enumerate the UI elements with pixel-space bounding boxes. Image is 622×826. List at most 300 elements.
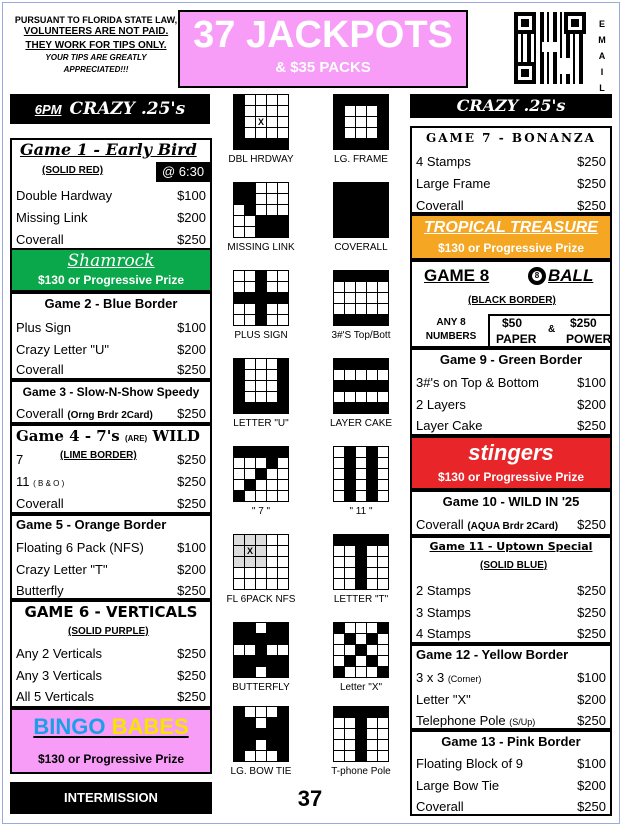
game-10-title: Game 10 - WILD IN '25: [442, 494, 580, 509]
prize-label: Double Hardway: [16, 187, 113, 203]
pattern-cell: [356, 370, 366, 380]
list-item: [412, 622, 610, 644]
pattern-cell: [256, 546, 266, 556]
pattern-cell: [267, 751, 277, 761]
pattern-cell: [234, 579, 244, 589]
pattern-cell: [267, 271, 277, 281]
prize-label: 3#'s on Top & Bottom: [416, 374, 539, 390]
pattern-cell: [378, 740, 388, 750]
prize-value: $250: [577, 625, 606, 641]
pattern-cell: [234, 381, 244, 391]
pattern-cell: [278, 729, 288, 739]
pattern-cell: [356, 139, 366, 149]
pattern-cell: [367, 751, 377, 761]
pattern-cell: [345, 729, 355, 739]
pattern-cell: [267, 106, 277, 116]
pattern-cell: [356, 117, 366, 127]
list-item: [12, 338, 210, 360]
pattern-cell: [234, 546, 244, 556]
pattern-cell: [245, 205, 255, 215]
pattern-cell: [345, 216, 355, 226]
pattern-cell: X: [257, 117, 264, 127]
pattern-cell: [234, 95, 244, 105]
prize-value: $200: [177, 341, 206, 357]
bingo-pattern-grid: [333, 94, 389, 150]
pattern-cell: [334, 392, 344, 402]
pattern-cell: [356, 667, 366, 677]
pattern-cell: [367, 403, 377, 413]
pattern-cell: [256, 718, 266, 728]
pattern-cell: [378, 491, 388, 501]
prize-label: 4 Stamps: [416, 625, 471, 641]
pattern-cell: [345, 359, 355, 369]
prize-label: Crazy Letter "T": [16, 561, 108, 577]
pattern-cell: [234, 359, 244, 369]
prize-value: $250: [577, 582, 606, 598]
game-2-title: Game 2 - Blue Border: [44, 296, 178, 311]
pattern-cell: [267, 491, 277, 501]
email-label: [597, 16, 607, 96]
pattern-cell: [367, 95, 377, 105]
pattern-cell: [256, 194, 266, 204]
pattern-cell: [245, 557, 255, 567]
pattern-cell: [278, 315, 288, 325]
pattern-cell: [256, 568, 266, 578]
pattern-label: T-phone Pole: [331, 766, 391, 777]
pattern-cell: [334, 95, 344, 105]
stingers-prize: $130 or Progressive Prize: [437, 470, 585, 484]
game-6-sub: (SOLID PURPLE): [68, 626, 149, 637]
pattern-cell: [356, 282, 366, 292]
pattern-cell: [245, 751, 255, 761]
pattern-cell: [345, 227, 355, 237]
pattern-cell: [267, 740, 277, 750]
game-6-box: [10, 600, 212, 708]
pattern-cell: [256, 458, 266, 468]
pattern-cell: [378, 227, 388, 237]
pattern-cell: [278, 293, 288, 303]
pattern-cell: [356, 304, 366, 314]
pattern-cell: [278, 447, 288, 457]
notice-line-1: PURSUANT TO FLORIDA STATE LAW,: [14, 15, 178, 25]
pattern-cell: [267, 568, 277, 578]
prize-value: $200: [177, 209, 206, 225]
pattern-cell: [278, 271, 288, 281]
stingers-banner: [410, 436, 612, 490]
list-item: [12, 536, 210, 558]
pattern-cell: [278, 667, 288, 677]
pattern-cell: [345, 304, 355, 314]
pattern-cell: [356, 579, 366, 589]
pattern-cell: [345, 656, 355, 666]
pattern-cell: [378, 656, 388, 666]
list-item: [412, 393, 610, 415]
pattern-cell: [367, 656, 377, 666]
pattern-cell: [234, 645, 244, 655]
pattern-cell: [234, 183, 244, 193]
pattern-cell: [245, 729, 255, 739]
pattern-cell: [278, 359, 288, 369]
prize-value: $100: [177, 319, 206, 335]
game-4-title-end: WILD: [152, 427, 200, 445]
pattern-cell: [234, 740, 244, 750]
list-item: [12, 316, 210, 338]
pattern-cell: [278, 491, 288, 501]
pattern-cell: [256, 447, 266, 457]
pattern-cell: [378, 469, 388, 479]
pattern-cell: [356, 751, 366, 761]
game-9-title: Game 9 - Green Border: [439, 352, 583, 367]
prize-value: $250: [177, 645, 206, 661]
pattern-cell: [234, 667, 244, 677]
pattern-cell: [367, 106, 377, 116]
pattern-label: " 11 ": [349, 506, 373, 517]
pattern-cell: [234, 718, 244, 728]
pattern-cell: [267, 718, 277, 728]
pattern-cell: [367, 227, 377, 237]
pattern-cell: [378, 546, 388, 556]
pattern-cell: [234, 729, 244, 739]
list-item: [412, 752, 610, 774]
pattern-label: 3#'S Top/Bott: [331, 330, 391, 341]
pattern-cell: [345, 568, 355, 578]
pattern-cell: [245, 392, 255, 402]
pattern-cell: [367, 370, 377, 380]
pattern-cell: [356, 315, 366, 325]
game-4-sub: (LIME BORDER): [60, 450, 137, 461]
pattern-cell: [367, 469, 377, 479]
pattern-cell: [378, 645, 388, 655]
email-letter: M: [598, 35, 606, 45]
bingo-pattern-grid: [233, 446, 289, 502]
prize-label: Plus Sign: [16, 319, 71, 335]
pattern-cell: [378, 718, 388, 728]
pattern-cell: [256, 645, 266, 655]
prize-label: All 5 Verticals: [16, 688, 95, 704]
pattern-cell: [345, 271, 355, 281]
prize-value: $100: [577, 755, 606, 771]
game-4-box: [10, 424, 212, 514]
game-12-box: [410, 644, 612, 730]
pattern-cell: [256, 469, 266, 479]
pattern-cell: [245, 381, 255, 391]
pattern-cell: [278, 282, 288, 292]
pattern-cell: [278, 95, 288, 105]
list-item: [12, 358, 210, 380]
pattern-cell: [345, 381, 355, 391]
pattern-cell: [367, 282, 377, 292]
pattern-cell: [267, 205, 277, 215]
game-3-title: Game 3 - Slow-N-Show Speedy: [22, 385, 200, 399]
pattern-cell: [334, 183, 344, 193]
pattern-cell: [367, 117, 377, 127]
list-item: [412, 774, 610, 796]
prize-label: Coverall: [416, 516, 464, 532]
pattern-cell: [356, 568, 366, 578]
pattern-cell: [334, 557, 344, 567]
pattern-cell: [345, 740, 355, 750]
pattern-cell: [345, 557, 355, 567]
prize-label: 2 Layers: [416, 396, 466, 412]
pattern-cell: [245, 667, 255, 677]
bingo-pattern-grid: [333, 358, 389, 414]
pattern-cell: [234, 480, 244, 490]
pattern-cell: [378, 623, 388, 633]
pattern-cell: [334, 216, 344, 226]
bingo-pattern-grid: [233, 534, 289, 590]
pattern-cell: [234, 707, 244, 717]
pattern-cell: [334, 139, 344, 149]
pattern-cell: [367, 579, 377, 589]
prize-label: Coverall: [416, 798, 464, 814]
pattern-cell: [345, 623, 355, 633]
pattern-cell: [245, 707, 255, 717]
pattern-cell: [378, 568, 388, 578]
pattern-cell: [334, 667, 344, 677]
pattern-cell: [245, 579, 255, 589]
prize-note: (AQUA Brdr 2Card): [467, 520, 559, 532]
pattern-cell: [356, 106, 366, 116]
prize-value: $100: [577, 669, 606, 685]
list-item: [12, 664, 210, 686]
page-number: 37: [297, 786, 323, 811]
game-4-title-mid: (ARE): [124, 434, 148, 443]
game-13-title: Game 13 - Pink Border: [441, 734, 581, 749]
pattern-cell: [245, 645, 255, 655]
pattern-cell: [367, 183, 377, 193]
pattern-cell: [378, 447, 388, 457]
list-item: [412, 795, 610, 817]
pattern-cell: [334, 634, 344, 644]
game-6-title: GAME 6 - VERTICALS: [24, 603, 198, 621]
pattern-cell: [267, 282, 277, 292]
game-4-title: [16, 427, 200, 445]
pattern-label: MISSING LINK: [227, 242, 295, 253]
pattern-cell: [245, 95, 255, 105]
pattern-cell: [267, 535, 277, 545]
pattern-cell: [267, 634, 277, 644]
pattern-cell: [367, 205, 377, 215]
qr-code[interactable]: [514, 12, 586, 84]
pattern-cell: [345, 139, 355, 149]
prize-label: Telephone Pole: [416, 712, 506, 728]
prize-value: $250: [577, 175, 606, 191]
prize-value: $200: [577, 691, 606, 707]
pattern-cell: [234, 751, 244, 761]
bingo-word: BINGO: [33, 714, 106, 739]
email-letter: L: [599, 83, 605, 93]
pattern-cell: [267, 370, 277, 380]
pattern-cell: [267, 480, 277, 490]
pattern-cell: [367, 480, 377, 490]
pattern-cell: [334, 381, 344, 391]
pattern-cell: [245, 535, 255, 545]
pattern-cell: [367, 359, 377, 369]
pattern-cell: [345, 183, 355, 193]
list-item: [412, 601, 610, 623]
pattern-cell: [267, 403, 277, 413]
pattern-cell: [234, 656, 244, 666]
pattern-cell: [256, 293, 266, 303]
pattern-cell: [245, 458, 255, 468]
tropical-title: TROPICAL TREASURE: [424, 219, 598, 236]
pattern-cell: [334, 707, 344, 717]
game-11-title: Game 11 - Uptown Special: [429, 540, 593, 553]
pattern-label: LG. FRAME: [334, 154, 388, 165]
game-7-title: GAME 7 - BONANZA: [426, 131, 596, 145]
pattern-cell: [278, 546, 288, 556]
and-label: &: [548, 324, 556, 335]
bingo-pattern-grid: [233, 622, 289, 678]
pattern-cell: [267, 645, 277, 655]
pattern-cell: [234, 282, 244, 292]
pattern-cell: [256, 392, 266, 402]
pattern-cell: [356, 271, 366, 281]
pattern-cell: [278, 458, 288, 468]
list-item: [12, 470, 210, 492]
pattern-cell: [345, 447, 355, 457]
pattern-cell: [234, 293, 244, 303]
pattern-cell: [367, 271, 377, 281]
pattern-cell: [256, 370, 266, 380]
pattern-cell: [256, 403, 266, 413]
prize-label: Coverall: [16, 361, 64, 377]
pattern-cell: [245, 480, 255, 490]
pattern-cell: [278, 128, 288, 138]
pattern-cell: [245, 194, 255, 204]
session-time: 6PM: [34, 101, 62, 117]
pattern-cell: [378, 282, 388, 292]
pattern-cell: [245, 106, 255, 116]
pattern-cell: [267, 546, 277, 556]
game-5-box: [10, 514, 212, 600]
pattern-cell: [234, 623, 244, 633]
pattern-cell: [245, 718, 255, 728]
pattern-cell: [234, 403, 244, 413]
pattern-cell: [278, 645, 288, 655]
pattern-cell: [267, 128, 277, 138]
pattern-cell: [334, 128, 344, 138]
pattern-cell: [334, 282, 344, 292]
pattern-cell: [267, 707, 277, 717]
pattern-cell: [345, 117, 355, 127]
pattern-cell: [256, 304, 266, 314]
notice-line-4: YOUR TIPS ARE GREATLY: [45, 53, 147, 62]
pattern-label: FL 6PACK NFS: [226, 594, 296, 605]
pattern-cell: [356, 95, 366, 105]
pattern-cell: [234, 216, 244, 226]
pattern-label: LETTER "T": [333, 594, 389, 605]
pattern-cell: [267, 579, 277, 589]
pattern-cell: [256, 95, 266, 105]
pattern-cell: [256, 579, 266, 589]
pattern-cell: [367, 557, 377, 567]
pattern-label: Letter "X": [339, 682, 383, 693]
pattern-cell: [367, 645, 377, 655]
pattern-cell: [334, 205, 344, 215]
pattern-cell: [256, 729, 266, 739]
pattern-cell: [356, 381, 366, 391]
prize-value: $250: [177, 405, 206, 421]
pattern-cell: [334, 751, 344, 761]
shamrock-title: Shamrock: [67, 251, 155, 271]
list-item: [12, 184, 210, 206]
pattern-cell: [356, 359, 366, 369]
pattern-cell: [267, 458, 277, 468]
prize-value: $100: [577, 374, 606, 390]
pattern-cell: [367, 139, 377, 149]
pattern-label: LG. BOW TIE: [230, 766, 292, 777]
tropical-prize: $130 or Progressive Prize: [437, 241, 585, 255]
game-1-sub: (SOLID RED): [42, 165, 104, 176]
prize-note: ( B & O ): [33, 478, 65, 488]
prize-value: $250: [177, 451, 206, 467]
list-item: [412, 709, 610, 731]
pattern-cell: [234, 139, 244, 149]
pattern-cell: [345, 634, 355, 644]
eight-ball-number: 8: [532, 271, 542, 281]
game-5-title: Game 5 - Orange Border: [16, 517, 167, 532]
pattern-cell: [356, 403, 366, 413]
pattern-cell: [334, 491, 344, 501]
pattern-cell: [256, 139, 266, 149]
pattern-cell: [345, 645, 355, 655]
pattern-cell: [256, 381, 266, 391]
pattern-cell: [278, 304, 288, 314]
pattern-cell: [378, 194, 388, 204]
bingo-pattern-grid: [333, 534, 389, 590]
bingo-pattern-grid: [333, 622, 389, 678]
pattern-cell: [367, 216, 377, 226]
pattern-cell: [267, 392, 277, 402]
pattern-cell: [256, 751, 266, 761]
prize-label: Coverall: [16, 495, 64, 511]
bingo-pattern-grid: [233, 358, 289, 414]
pattern-cell: [334, 106, 344, 116]
prize-label: Coverall: [16, 405, 64, 421]
pattern-cell: [378, 128, 388, 138]
pattern-cell: [334, 568, 344, 578]
pattern-cell: [356, 216, 366, 226]
numbers-label: NUMBERS: [425, 331, 477, 342]
pattern-cell: [256, 656, 266, 666]
notice-line-2: VOLUNTEERS ARE NOT PAID.: [23, 26, 169, 37]
pattern-cell: [256, 128, 266, 138]
pattern-cell: [367, 315, 377, 325]
pattern-cell: [345, 106, 355, 116]
pattern-cell: [267, 381, 277, 391]
pattern-cell: [334, 469, 344, 479]
pattern-cell: [256, 667, 266, 677]
stingers-title: stingers: [468, 440, 554, 465]
pattern-cell: [367, 535, 377, 545]
bingo-pattern-grid: [233, 270, 289, 326]
pattern-cell: [334, 546, 344, 556]
pattern-cell: [345, 205, 355, 215]
pattern-cell: [234, 117, 244, 127]
pattern-cell: [278, 106, 288, 116]
pattern-cell: [267, 623, 277, 633]
prize-label: Any 2 Verticals: [16, 645, 102, 661]
pattern-cell: [334, 718, 344, 728]
pattern-cell: [234, 535, 244, 545]
pattern-cell: [278, 480, 288, 490]
pattern-cell: [245, 491, 255, 501]
game-7-box: [410, 126, 612, 214]
pattern-cell: [378, 634, 388, 644]
prize-label: Letter "X": [416, 691, 471, 707]
list-item: [12, 558, 210, 580]
